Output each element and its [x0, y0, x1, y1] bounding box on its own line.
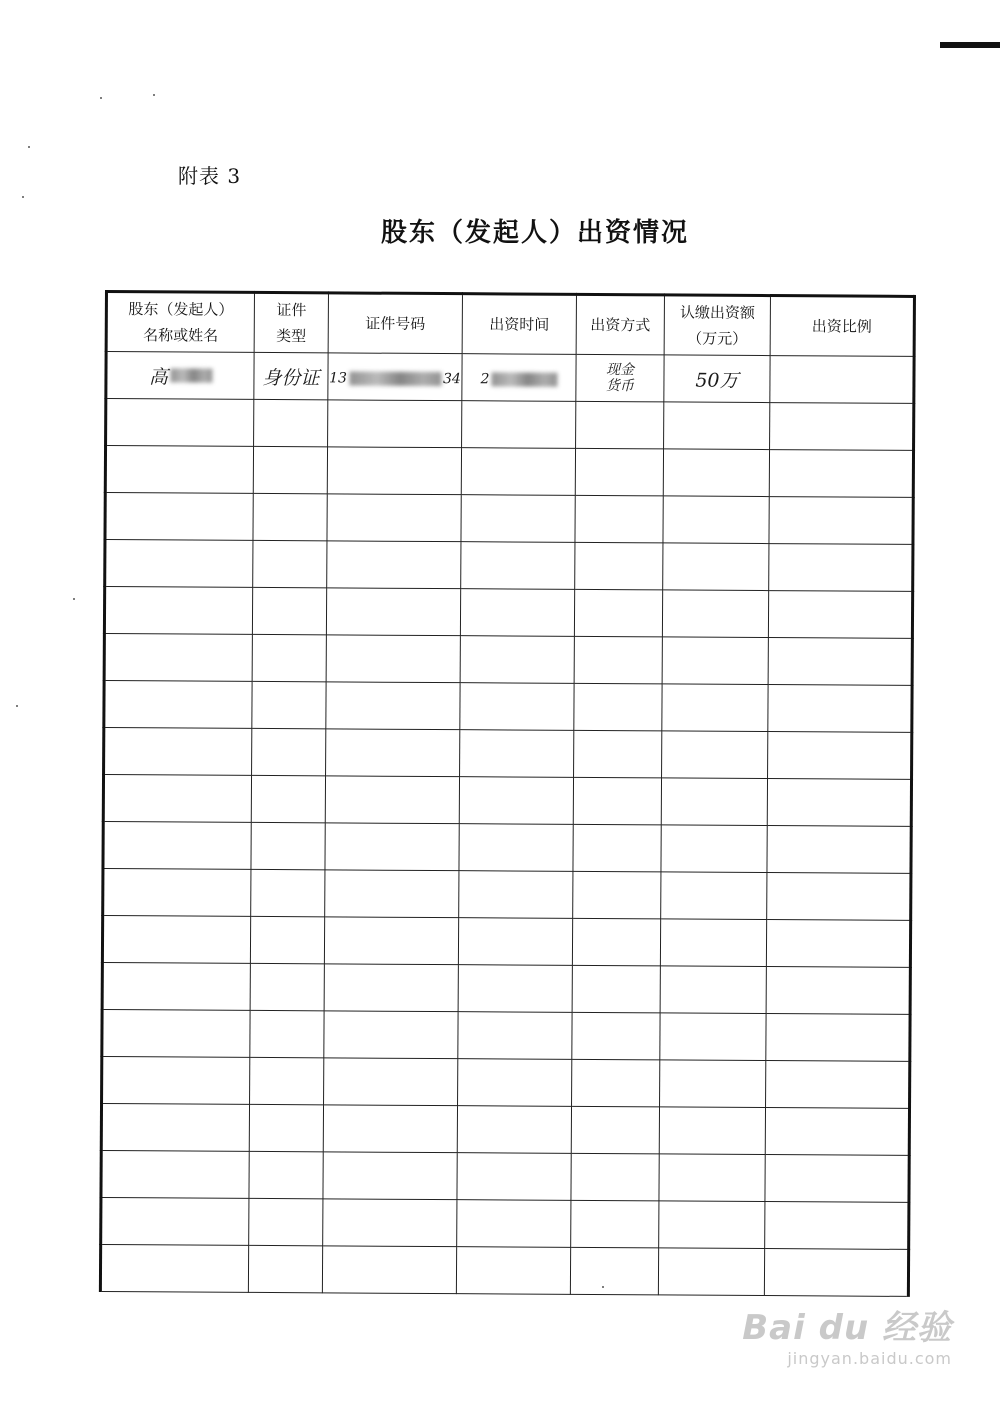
cell-id-type [252, 634, 326, 681]
header-line: 股东（发起人） [128, 300, 234, 319]
cell-id-number [323, 1152, 457, 1200]
cell-shareholder-name [101, 1150, 249, 1198]
cell-id-number [322, 1246, 456, 1294]
header-line: 证件 [276, 301, 307, 320]
cell-contribution-time [458, 965, 572, 1013]
cell-contribution-ratio [766, 967, 910, 1015]
scan-speck [153, 94, 155, 96]
cell-contribution-time [461, 495, 575, 543]
cell-contribution-method [576, 401, 664, 449]
cell-contribution-method [574, 636, 662, 684]
contribution-table [99, 290, 916, 1297]
cell-contribution-time [460, 589, 574, 637]
table-row [103, 868, 911, 920]
cell-contribution-time [461, 542, 575, 590]
cell-shareholder-name [106, 352, 254, 400]
header-contribution-time [462, 294, 576, 355]
table-row [103, 821, 911, 873]
cell-id-type [251, 822, 325, 869]
cell-shareholder-name [106, 399, 254, 447]
cell-contribution-time [458, 1012, 572, 1060]
scan-speck [28, 146, 30, 148]
contribution-time-start: 2 [480, 370, 490, 387]
scan-speck [100, 97, 102, 99]
header-line: 出资时间 [489, 315, 550, 334]
table-row [101, 1197, 909, 1249]
header-line: 出资比例 [811, 317, 872, 336]
cell-id-type [251, 775, 325, 822]
blurred-region [349, 371, 441, 386]
cell-contribution-ratio [766, 1061, 910, 1109]
cell-subscribed-amount [660, 966, 766, 1014]
cell-id-type [253, 446, 327, 493]
cell-contribution-ratio [765, 1108, 909, 1156]
watermark-brand: Bai du 经验 [742, 1308, 952, 1348]
blurred-region [170, 368, 212, 382]
cell-shareholder-name [104, 728, 252, 776]
cell-id-number [324, 917, 458, 965]
cell-contribution-method [572, 965, 660, 1013]
cell-contribution-method [570, 1247, 658, 1295]
cell-subscribed-amount [659, 1107, 765, 1155]
cell-contribution-time [457, 1153, 571, 1201]
cell-id-number [325, 870, 459, 918]
cell-contribution-method [573, 824, 661, 872]
cell-contribution-ratio [764, 1249, 908, 1297]
id-number-start: 13 [329, 369, 348, 386]
cell-contribution-time [460, 636, 574, 684]
cell-shareholder-name [105, 446, 253, 494]
cell-contribution-method [573, 777, 661, 825]
cell-contribution-time [459, 871, 573, 919]
cell-id-number [325, 823, 459, 871]
cell-shareholder-name [104, 634, 252, 682]
cell-id-number [327, 541, 461, 589]
table-row [102, 915, 910, 967]
cell-shareholder-name [105, 540, 253, 588]
cell-contribution-ratio [768, 638, 912, 686]
table-row [100, 1244, 908, 1296]
cell-contribution-method [571, 1200, 659, 1248]
header-id-number [328, 293, 462, 354]
table-row [105, 540, 913, 592]
cell-id-type [253, 493, 327, 540]
header-line: 认缴出资额 [679, 303, 755, 322]
cell-id-type [252, 587, 326, 634]
cell-id-number [326, 729, 460, 777]
header-line: 名称或姓名 [143, 326, 219, 345]
table-row [104, 634, 912, 686]
cell-contribution-ratio [769, 544, 913, 592]
cell-id-type [254, 399, 328, 446]
cell-contribution-time [458, 1059, 572, 1107]
cell-contribution-method [576, 354, 664, 402]
cell-shareholder-name [100, 1244, 248, 1292]
cell-subscribed-amount [661, 778, 767, 826]
cell-contribution-time [457, 1106, 571, 1154]
cell-contribution-time [459, 777, 573, 825]
table-row [106, 399, 914, 451]
cell-contribution-ratio [765, 1155, 909, 1203]
cell-id-number [328, 353, 462, 401]
cell-subscribed-amount [664, 355, 770, 403]
cell-id-number [328, 400, 462, 448]
cell-id-type [252, 728, 326, 775]
cell-shareholder-name [105, 493, 253, 541]
cell-shareholder-name [103, 775, 251, 823]
table-row [104, 728, 912, 780]
cell-id-number [326, 682, 460, 730]
cell-contribution-ratio [768, 685, 912, 733]
cell-subscribed-amount [659, 1201, 765, 1249]
corner-registration-mark [940, 42, 1000, 48]
table-row [102, 1056, 910, 1108]
header-subscribed-amount [664, 295, 770, 356]
header-line: 出资方式 [590, 315, 651, 335]
cell-id-type [252, 681, 326, 728]
cell-shareholder-name [102, 915, 250, 963]
redacted-id-number [329, 370, 461, 387]
scan-speck [16, 705, 18, 707]
cell-contribution-method [574, 730, 662, 778]
header-line: 类型 [276, 327, 307, 346]
cell-shareholder-name [103, 868, 251, 916]
baidu-jingyan-watermark [742, 1300, 952, 1368]
cell-contribution-ratio [767, 873, 911, 921]
cell-id-type [250, 963, 324, 1010]
cell-id-number [327, 494, 461, 542]
cell-shareholder-name [101, 1103, 249, 1151]
cell-contribution-method [574, 589, 662, 637]
cell-contribution-method [571, 1106, 659, 1154]
cell-id-type [254, 352, 328, 399]
table-row [105, 493, 913, 545]
id-number-end: 34 [442, 370, 461, 387]
cell-id-type [250, 1010, 324, 1057]
cell-contribution-time [459, 824, 573, 872]
cell-id-number [327, 447, 461, 495]
cell-contribution-ratio [766, 1014, 910, 1062]
cell-shareholder-name [104, 681, 252, 729]
cell-subscribed-amount [658, 1248, 764, 1296]
table-row [104, 587, 912, 639]
cell-id-type [248, 1245, 322, 1292]
cell-contribution-time [460, 730, 574, 778]
cell-subscribed-amount [663, 449, 769, 497]
cell-shareholder-name [104, 587, 252, 635]
watermark-url: jingyan.baidu.com [787, 1349, 952, 1368]
cell-contribution-time [462, 354, 576, 402]
cell-subscribed-amount [661, 825, 767, 873]
header-shareholder-name [106, 292, 254, 353]
scan-speck [73, 598, 75, 600]
table-row [103, 775, 911, 827]
cell-id-number [324, 1058, 458, 1106]
contribution-table-container [99, 290, 913, 1305]
cell-contribution-time [462, 401, 576, 449]
cell-subscribed-amount [662, 590, 768, 638]
cell-shareholder-name [103, 821, 251, 869]
cell-contribution-method [572, 918, 660, 966]
cell-contribution-time [461, 448, 575, 496]
id-type-value: 身份证 [262, 366, 320, 389]
cell-subscribed-amount [662, 637, 768, 685]
header-contribution-ratio [770, 296, 914, 357]
cell-subscribed-amount [660, 1060, 766, 1108]
cell-id-number [324, 964, 458, 1012]
cell-contribution-method [572, 1059, 660, 1107]
cell-shareholder-name [102, 1009, 250, 1057]
cell-contribution-ratio [766, 920, 910, 968]
cell-contribution-method [573, 871, 661, 919]
table-row [102, 962, 910, 1014]
header-line: （万元） [687, 329, 748, 348]
cell-id-type [250, 1057, 324, 1104]
header-line: 证件号码 [365, 314, 426, 333]
cell-contribution-ratio [768, 732, 912, 780]
table-row [101, 1103, 909, 1155]
cell-id-type [250, 916, 324, 963]
cell-contribution-method [571, 1153, 659, 1201]
cell-contribution-time [458, 918, 572, 966]
cell-contribution-method [572, 1012, 660, 1060]
cell-contribution-time [460, 683, 574, 731]
table-row [105, 446, 913, 498]
cell-shareholder-name [102, 962, 250, 1010]
cell-contribution-ratio [768, 591, 912, 639]
cell-id-type [249, 1151, 323, 1198]
page-title: 股东（发起人）出资情况 [380, 218, 689, 248]
contribution-method-value: 现金 货币 [605, 362, 635, 395]
cell-id-number [323, 1105, 457, 1153]
cell-id-number [323, 1199, 457, 1247]
cell-contribution-ratio [769, 497, 913, 545]
header-contribution-method [576, 294, 664, 355]
cell-subscribed-amount [663, 543, 769, 591]
cell-subscribed-amount [662, 684, 768, 732]
cell-id-number [325, 776, 459, 824]
cell-subscribed-amount [661, 872, 767, 920]
cell-subscribed-amount [662, 731, 768, 779]
table-row [102, 1009, 910, 1061]
cell-contribution-ratio [769, 450, 913, 498]
cell-contribution-ratio [770, 356, 914, 404]
cell-contribution-time [456, 1247, 570, 1295]
cell-subscribed-amount [659, 1154, 765, 1202]
cell-id-number [326, 588, 460, 636]
name-visible-part: 高 [148, 365, 169, 388]
cell-contribution-ratio [770, 403, 914, 451]
blurred-region [491, 372, 557, 386]
table-row [104, 681, 912, 733]
cell-contribution-ratio [767, 779, 911, 827]
cell-subscribed-amount [660, 1013, 766, 1061]
cell-subscribed-amount [660, 919, 766, 967]
cell-contribution-method [575, 448, 663, 496]
cell-id-number [326, 635, 460, 683]
subscribed-amount-value: 50万 [695, 369, 739, 392]
table-row [106, 352, 914, 404]
table-header-row [106, 292, 914, 357]
cell-contribution-method [575, 542, 663, 590]
redacted-contribution-time [480, 371, 557, 387]
cell-contribution-ratio [767, 826, 911, 874]
cell-id-type [253, 540, 327, 587]
table-row [101, 1150, 909, 1202]
cell-id-type [249, 1198, 323, 1245]
cell-shareholder-name [102, 1056, 250, 1104]
cell-id-type [251, 869, 325, 916]
cell-id-type [249, 1104, 323, 1151]
redacted-name [149, 362, 212, 389]
scan-speck [22, 196, 24, 198]
cell-contribution-method [575, 495, 663, 543]
cell-contribution-method [574, 683, 662, 731]
header-id-type [254, 292, 328, 352]
cell-contribution-ratio [765, 1202, 909, 1250]
cell-subscribed-amount [664, 402, 770, 450]
cell-subscribed-amount [663, 496, 769, 544]
cell-shareholder-name [101, 1197, 249, 1245]
cell-contribution-time [457, 1200, 571, 1248]
cell-id-number [324, 1011, 458, 1059]
appendix-label: 附表 3 [178, 164, 242, 188]
